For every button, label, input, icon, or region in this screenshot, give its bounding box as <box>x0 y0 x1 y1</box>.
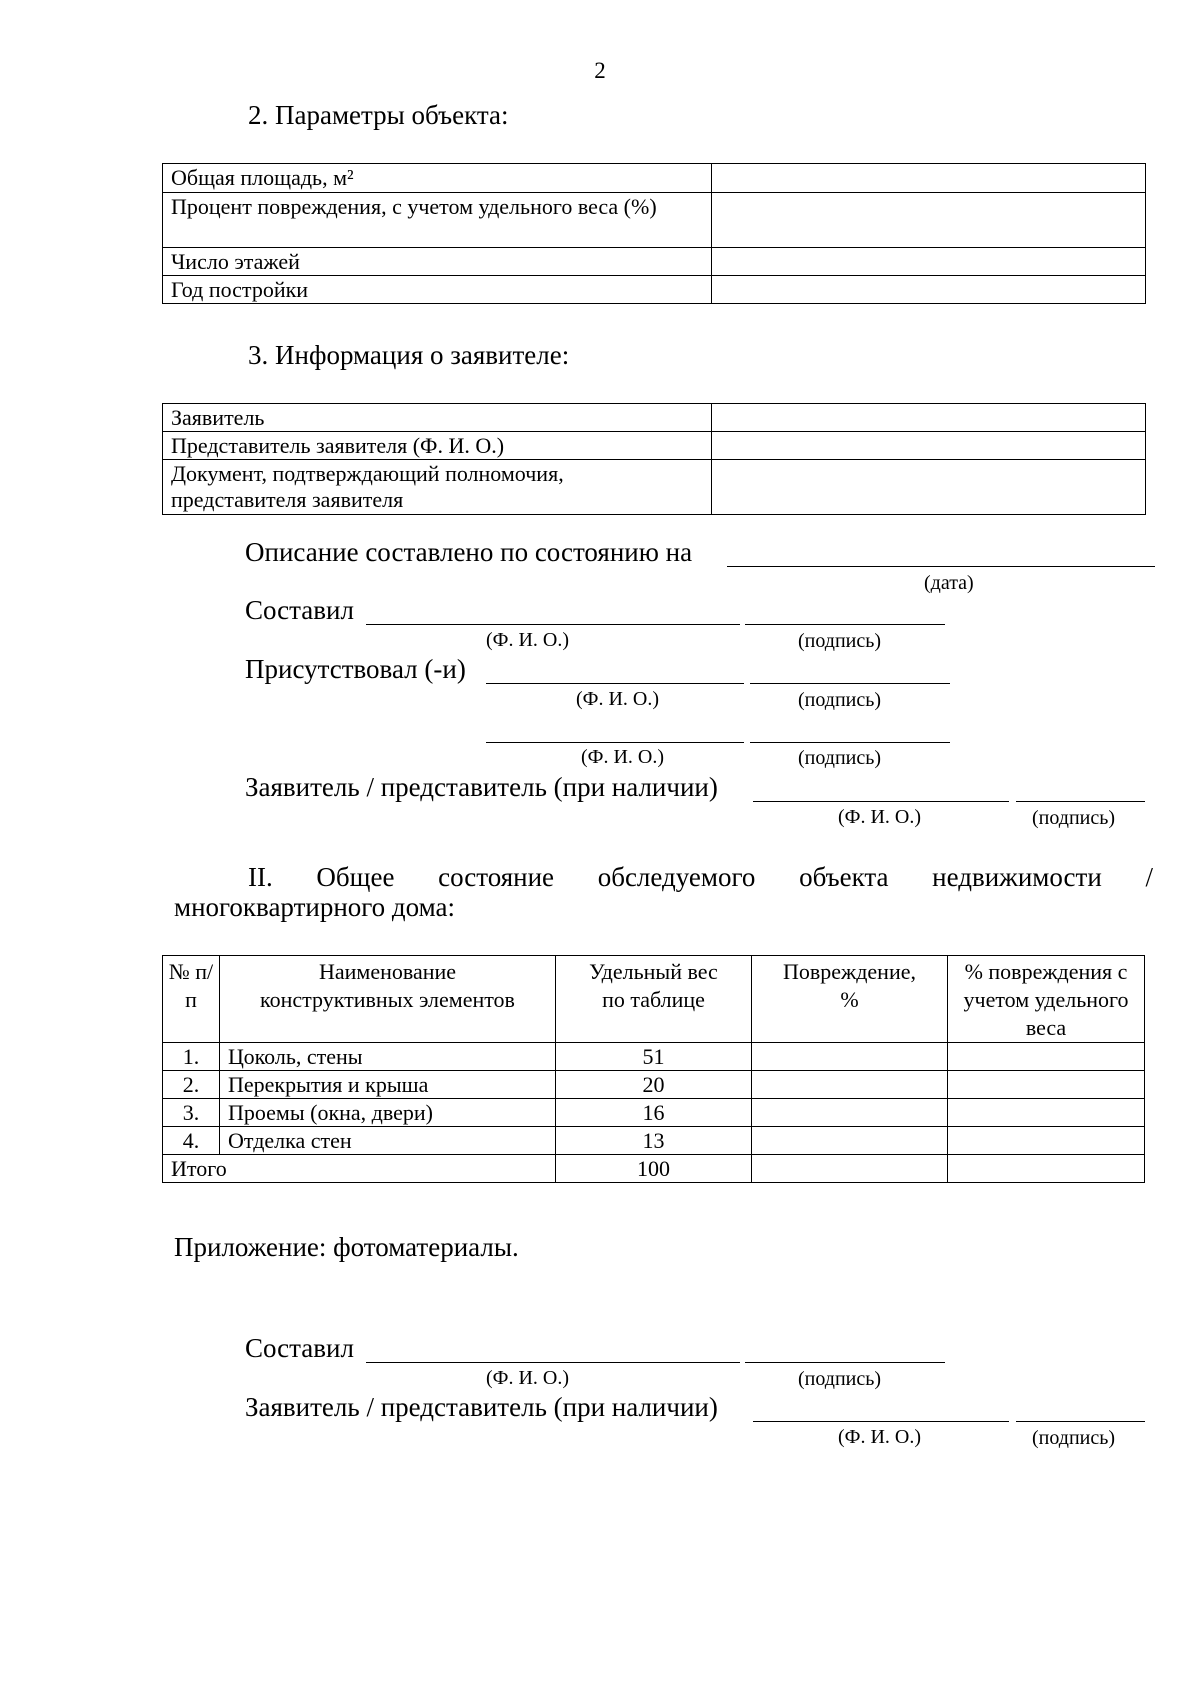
fio-caption: (Ф. И. О.) <box>486 1367 570 1389</box>
appendix-label: Приложение: фотоматериалы. <box>174 1232 519 1262</box>
table-row <box>163 193 1146 248</box>
table-row <box>163 460 1146 515</box>
date-field-line[interactable] <box>727 566 1155 567</box>
table-total-row <box>163 1155 1145 1183</box>
row-weighted-damage[interactable] <box>948 1043 1145 1071</box>
present-label: Присутствовал (-и) <box>245 654 466 684</box>
fio-caption: (Ф. И. О.) <box>581 746 665 768</box>
fio-caption: (Ф. И. О.) <box>486 629 570 651</box>
table-row <box>163 164 1146 193</box>
structural-elements-table <box>162 955 1145 1183</box>
row-weighted-damage[interactable] <box>948 1099 1145 1127</box>
present-signature-line-2[interactable] <box>750 742 950 743</box>
present-fio-line-2[interactable] <box>486 742 744 743</box>
section-ii-title-line2: многоквартирного дома: <box>174 892 456 922</box>
table-row <box>163 248 1146 276</box>
applicant-rep-label-bottom: Заявитель / представитель (при наличии) <box>245 1392 718 1422</box>
present-fio-line-1[interactable] <box>486 683 744 684</box>
date-caption: (дата) <box>924 572 974 594</box>
param-value[interactable] <box>712 276 1146 304</box>
row-weight: 13 <box>556 1127 752 1155</box>
signature-caption: (подпись) <box>798 747 882 769</box>
compiled-by-signature-line-bottom[interactable] <box>745 1362 945 1363</box>
section-2-title: 2. Параметры объекта: <box>248 100 509 130</box>
param-label: Общая площадь, м² <box>163 164 712 193</box>
row-weighted-damage[interactable] <box>948 1127 1145 1155</box>
compiled-by-label: Составил <box>245 595 354 625</box>
total-label: Итого <box>163 1155 556 1183</box>
present-signature-line-1[interactable] <box>750 683 950 684</box>
row-num: 4. <box>163 1127 220 1155</box>
param-value[interactable] <box>712 164 1146 193</box>
row-damage[interactable] <box>752 1127 948 1155</box>
applicant-label: Заявитель <box>163 404 712 432</box>
section-3-title: 3. Информация о заявителе: <box>248 340 570 370</box>
row-num: 2. <box>163 1071 220 1099</box>
compiled-by-label-bottom: Составил <box>245 1333 354 1363</box>
fio-caption: (Ф. И. О.) <box>838 806 922 828</box>
table-row <box>163 276 1146 304</box>
header-damage: Повреждение, % <box>752 956 948 1043</box>
signature-caption: (подпись) <box>798 1368 882 1390</box>
fio-caption: (Ф. И. О.) <box>838 1426 922 1448</box>
table-row <box>163 432 1146 460</box>
applicant-label: Представитель заявителя (Ф. И. О.) <box>163 432 712 460</box>
signature-caption: (подпись) <box>798 689 882 711</box>
signature-caption: (подпись) <box>798 630 882 652</box>
object-parameters-table <box>162 163 1146 304</box>
described-as-of-label: Описание составлено по состоянию на <box>245 537 693 567</box>
row-weight: 51 <box>556 1043 752 1071</box>
signature-caption: (подпись) <box>1032 1427 1116 1449</box>
section-ii-title-line1: II. Общее состояние обследуемого объекта недвижимости / <box>248 862 1153 892</box>
total-weighted-damage[interactable] <box>948 1155 1145 1183</box>
row-element-name: Отделка стен <box>220 1127 556 1155</box>
row-element-name: Цоколь, стены <box>220 1043 556 1071</box>
table-row <box>163 1071 1145 1099</box>
table-header-row <box>163 956 1145 1043</box>
row-weight: 16 <box>556 1099 752 1127</box>
applicant-rep-signature-line[interactable] <box>1016 801 1145 802</box>
applicant-value[interactable] <box>712 404 1146 432</box>
row-weighted-damage[interactable] <box>948 1071 1145 1099</box>
total-weight: 100 <box>556 1155 752 1183</box>
signature-caption: (подпись) <box>1032 807 1116 829</box>
applicant-value[interactable] <box>712 432 1146 460</box>
applicant-rep-signature-line-bottom[interactable] <box>1016 1421 1145 1422</box>
compiled-by-signature-line[interactable] <box>745 624 945 625</box>
row-damage[interactable] <box>752 1099 948 1127</box>
param-value[interactable] <box>712 248 1146 276</box>
param-label: Год постройки <box>163 276 712 304</box>
applicant-value[interactable] <box>712 460 1146 515</box>
header-weighted-damage: % повреждения с учетом удельного веса <box>948 956 1145 1043</box>
fio-caption: (Ф. И. О.) <box>576 688 660 710</box>
compiled-by-fio-line[interactable] <box>366 624 740 625</box>
page-number: 2 <box>594 58 606 83</box>
table-row <box>163 1127 1145 1155</box>
applicant-rep-fio-line-bottom[interactable] <box>753 1421 1009 1422</box>
row-damage[interactable] <box>752 1071 948 1099</box>
applicant-label: Документ, подтверждающий полномочия, представителя заявителя <box>163 460 712 515</box>
param-label: Процент повреждения, с учетом удельного веса (%) <box>163 193 712 248</box>
row-damage[interactable] <box>752 1043 948 1071</box>
header-num: № п/п <box>163 956 220 1043</box>
param-value[interactable] <box>712 193 1146 248</box>
header-weight: Удельный вес по таблице <box>556 956 752 1043</box>
row-num: 1. <box>163 1043 220 1071</box>
header-element-name: Наименование конструктивных элементов <box>220 956 556 1043</box>
row-weight: 20 <box>556 1071 752 1099</box>
table-row <box>163 1099 1145 1127</box>
applicant-info-table <box>162 403 1146 515</box>
row-element-name: Перекрытия и крыша <box>220 1071 556 1099</box>
row-element-name: Проемы (окна, двери) <box>220 1099 556 1127</box>
row-num: 3. <box>163 1099 220 1127</box>
table-row <box>163 1043 1145 1071</box>
total-damage[interactable] <box>752 1155 948 1183</box>
param-label: Число этажей <box>163 248 712 276</box>
applicant-rep-fio-line[interactable] <box>753 801 1009 802</box>
applicant-rep-label: Заявитель / представитель (при наличии) <box>245 772 718 802</box>
compiled-by-fio-line-bottom[interactable] <box>366 1362 740 1363</box>
table-row <box>163 404 1146 432</box>
